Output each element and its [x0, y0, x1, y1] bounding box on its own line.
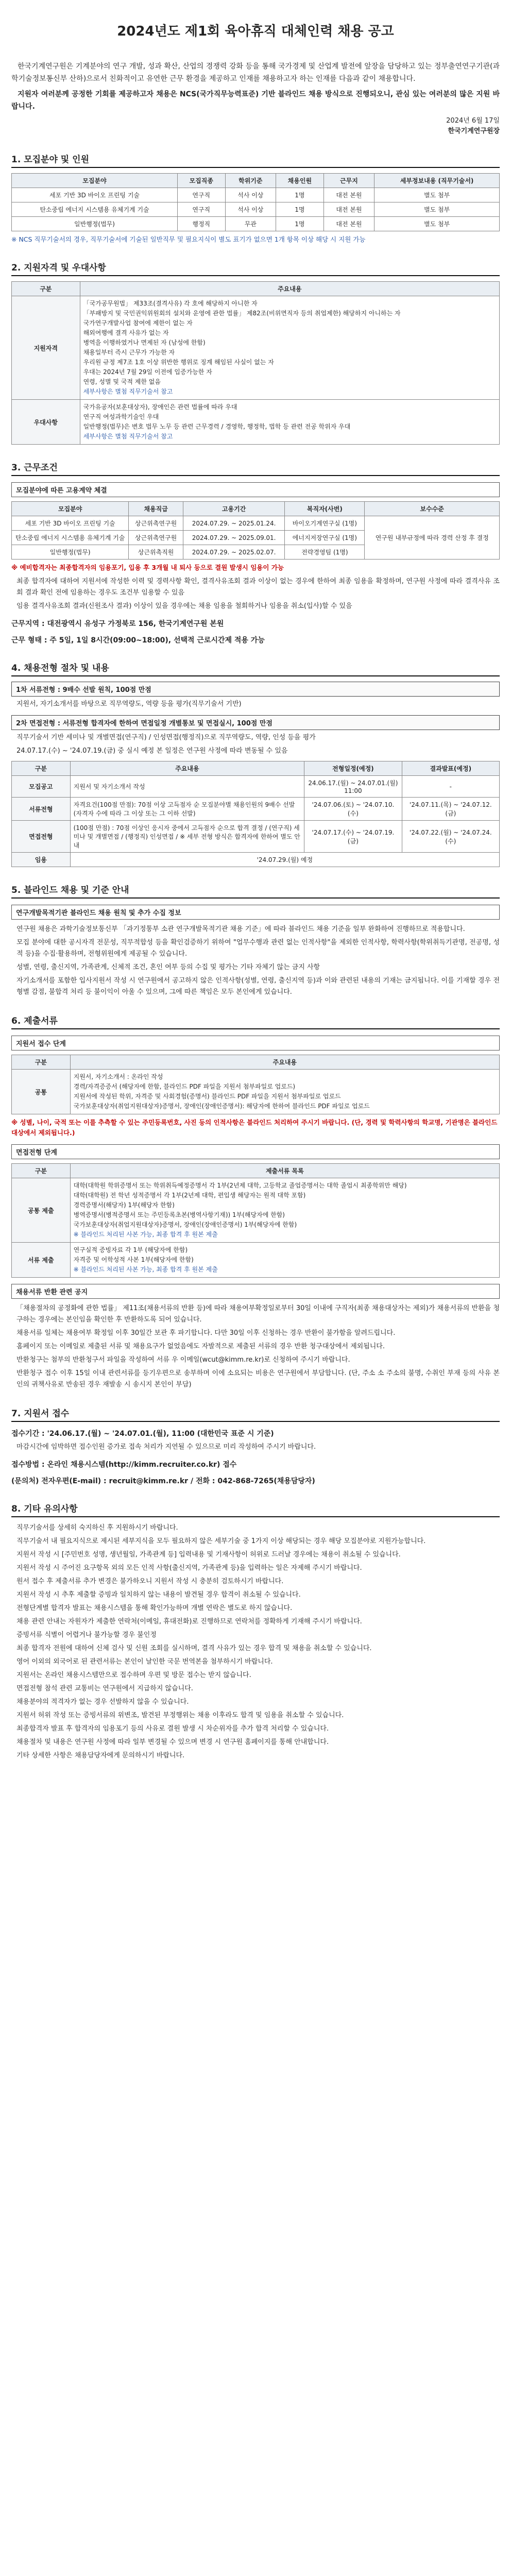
notice-item: 원서 접수 후 제출서류 추가 변경은 불가하오니 지원서 작성 시 충분히 검토하시기 바랍니다. — [16, 1578, 284, 1585]
step-note: 24.07.17.(수) ~ '24.07.19.(금) 중 실시 예정 본 일정은 연구원 사정에 따라 변동될 수 있음 — [16, 747, 288, 755]
list-item: 채용일부터 즉시 근무가 가능한 자 — [83, 349, 175, 356]
table-cell: 별도 첨부 — [374, 202, 500, 217]
work-time: 근무 형태 : 주 5일, 1일 8시간(09:00~18:00), 선택적 근로시간제 적용 가능 — [11, 636, 265, 645]
row-label: 면접전형 — [12, 821, 71, 853]
table-row — [12, 1178, 500, 1243]
intro-paragraph: 한국기계연구원은 기계분야의 연구 개발, 성과 확산, 산업의 경쟁력 강화 등을 통해 국가경제 및 산업계 발전에 앞장을 담당하고 있는 정부출연연구기관(과학기술정보통신부 산하)으로서 친화적이고 유연한 근무 환경을 제공하고 인재를 채용하고자 하는 인재를 다음과 같이 채용합니다. — [11, 62, 500, 83]
table-row — [12, 798, 500, 821]
schedule-table — [11, 761, 500, 867]
return-item: 채용서류 일체는 채용여부 확정일 이후 30일간 보관 후 파기합니다. 다만 30일 이후 신청하는 경우 반환이 불가함을 알려드립니다. — [16, 1329, 396, 1337]
list-item: 세부사항은 별첨 직무기술서 참고 — [83, 388, 173, 395]
notice-item: 기타 상세한 사항은 채용담당자에게 문의하시기 바랍니다. — [16, 1752, 185, 1759]
blind-item: 성별, 연령, 출신지역, 가족관계, 신체적 조건, 혼인 여부 등의 수집 및 평가는 기타 자체기 않는 금지 사항 — [16, 963, 320, 971]
contract-box: 모집분야에 따른 고용계약 체결 — [11, 482, 500, 497]
list-item: ※ 블라인드 처리된 사본 가능, 최종 합격 후 원본 제출 — [73, 1231, 218, 1238]
table-header: 모집분야 — [12, 174, 178, 188]
section-working-conditions — [11, 460, 500, 645]
table-header: 제출서류 목록 — [70, 1164, 499, 1178]
table-header: 채용직급 — [129, 502, 183, 516]
table-header: 채용인원 — [276, 174, 324, 188]
table-cell: 세포 기반 3D 바이오 프린팅 기술 — [12, 516, 129, 531]
application-note: 마감시간에 임박하면 접수인원 증가로 접속 처리가 지연될 수 있으므로 미리 작성하여 주시기 바랍니다. — [16, 1443, 316, 1451]
section-recruitment-fields — [11, 152, 500, 245]
notice-item: 지원서 허위 작성 또는 증빙서류의 위변조, 발견된 부정행위는 채용 이후라도 합격 및 임용을 취소할 수 있습니다. — [16, 1711, 344, 1719]
table-row — [12, 776, 500, 798]
notice-item: 지원서 작성 시 주어진 요구항목 외의 모든 인적 사항(출신지역, 가족관계 등)을 입력하는 일은 자제해 주시기 바랍니다. — [16, 1564, 362, 1572]
section-title: 1. 모집분야 및 인원 — [11, 152, 500, 168]
table-cell: 별도 첨부 — [374, 188, 500, 202]
list-item: ※ 블라인드 처리된 사본 가능, 최종 합격 후 원본 제출 — [73, 1266, 218, 1273]
table-row — [12, 821, 500, 853]
table-header: 주요내용 — [70, 1055, 499, 1070]
notice-item: 최종 합격자 전원에 대하여 신체 검사 및 신원 조회를 실시하며, 결격 사유가 있는 경우 합격 및 채용을 취소할 수 있습니다. — [16, 1645, 372, 1652]
table-cell: '24.07.22.(월) ~ '24.07.24.(수) — [402, 821, 499, 853]
notice-item: 채용분야의 적격자가 없는 경우 선발하지 않을 수 있습니다. — [16, 1698, 189, 1706]
section-title: 4. 채용전형 절차 및 내용 — [11, 660, 500, 676]
section-qualifications — [11, 260, 500, 445]
table-cell: 탄소중립 에너지 시스템용 유체기계 기술 — [12, 202, 178, 217]
documents-list — [70, 1070, 499, 1114]
table-row — [12, 400, 500, 445]
table-header: 구분 — [12, 282, 80, 296]
table-header: 주요내용 — [70, 761, 304, 776]
list-item: 경력증명서(해당자) 1부(해당자 한함) — [73, 1201, 175, 1209]
table-row — [12, 1243, 500, 1278]
table-header: 모집직종 — [177, 174, 225, 188]
table-cell: 2024.07.29. ~ 2025.01.24. — [183, 516, 284, 531]
qualifications-table — [11, 281, 500, 445]
table-row — [12, 853, 500, 867]
reserve-note: ※ 예비합격자는 최종합격자의 임용포기, 입용 후 3개월 내 퇴사 등으로 결원 발생시 임용이 가능 — [11, 564, 284, 571]
table-cell: 탄소중립 에너지 시스템용 유체기계 기술 — [12, 531, 129, 545]
table-header: 주요내용 — [80, 282, 499, 296]
table-cell: 상근위촉연구원 — [129, 531, 183, 545]
row-label: 모집공고 — [12, 776, 71, 798]
table-cell: 지원서 및 자기소개서 작성 — [70, 776, 304, 798]
list-item: 국가연구개발사업 참여에 제한이 없는 자 — [83, 319, 193, 327]
table-cell: 별도 첨부 — [374, 217, 500, 231]
return-item: 반환청구 접수 이후 15일 이내 관련서류를 등기우편으로 송부하며 이에 소요되는 비용은 연구원에서 부담합니다. (단, 주소 소 주소의 불명, 수취인 부재 등의 사유 본인의 귀책사유로 반송된 경우 재발송 시 송시지 본인이 부담) — [16, 1369, 500, 1388]
step-description: 직무기술서 기반 세미나 및 개별면접(연구직) / 인성면접(행정직)으로 직무역량도, 역량, 인성 등을 평가 — [16, 734, 316, 741]
fields-note: ※ NCS 직무기술서의 경우, 직무기술서에 기술된 일반직무 및 필요지식이 별도 표기가 없으면 1개 항목 이상 해당 시 지원 가능 — [11, 235, 366, 243]
list-item: 대학(대학원 학위증명서 또는 학위취득예정증명서 각 1부(2년제 대학, 고등학교 졸업증명서는 대학 졸업시 최종학위만 해당) — [73, 1182, 407, 1189]
table-header: 구분 — [12, 761, 71, 776]
table-cell: 무관 — [225, 217, 276, 231]
table-cell: 연구직 — [177, 202, 225, 217]
issuer: 한국기계연구원장 — [448, 127, 500, 135]
condition-item: 최종 합격자에 대하여 지원서에 작성한 이력 및 경력사항 확인, 결격사유조회 결과 이상이 없는 경우에 한하여 최종 임용을 확정하며, 연구원 사정에 따라 결격사유 조회 결과 확인 전에 임용하는 경우도 조건부 임용할 수 있음 — [16, 578, 500, 597]
table-header: 학위기준 — [225, 174, 276, 188]
notice-item: 지원서는 온라인 채용시스템만으로 접수하며 우편 및 방문 접수는 받지 않습니다. — [16, 1671, 251, 1679]
row-label: 임용 — [12, 853, 71, 867]
table-cell: 행정직 — [177, 217, 225, 231]
list-item: 연구실적 증빙자료 각 1부 (해당자에 한함) — [73, 1246, 188, 1253]
documents-list — [70, 1243, 499, 1278]
table-cell: 2024.07.29. ~ 2025.02.07. — [183, 545, 284, 560]
contact-info[interactable]: (문의처) 전자우편(E-mail) : recruit@kimm.re.kr / 전화 : 042-868-7265(채용담당자) — [11, 1477, 315, 1485]
section-blind-hiring — [11, 883, 500, 998]
list-item: 지원서, 자기소개서 : 온라인 작성 — [73, 1073, 163, 1080]
table-header: 세부정보내용 (직무기술서) — [374, 174, 500, 188]
list-item: 연구직 여성과학기술인 우대 — [83, 413, 159, 420]
list-item: 해외여행에 결격 사유가 없는 자 — [83, 329, 169, 336]
list-item: 「국가공무원법」 제33조(결격사유) 각 호에 해당하지 아니한 자 — [83, 300, 258, 307]
table-cell: 자격요건(100점 만점): 70점 이상 고득점자 순 모집분야별 채용인원의 9배수 선발(자격자 수에 따라 그 이상 또는 그 이하 선발) — [70, 798, 304, 821]
documents-step-application: 지원서 접수 단계 — [11, 1036, 500, 1050]
table-row — [12, 217, 500, 231]
list-item: 지원서에 작성된 학위, 자격증 및 사회경험(증명서) 블라인드 PDF 파일을 지원서 첨부파일로 업로드 — [73, 1093, 341, 1100]
table-cell: (100점 만점) : 70점 이상인 응시자 중에서 고득점자 순으로 합격 결정 / (연구직) 세미나 및 개별면접 / (행정직) 인성면접 / ※ 세부 전형 방식은 합격자에 한하여 별도 안내 — [70, 821, 304, 853]
condition-item: 임용 결격사유조회 결과(신원조사 결과) 이상이 있을 경우에는 채용 임용을 철회하거나 임용을 취소(입사)할 수 있음 — [16, 602, 352, 610]
list-item: 「부패방지 및 국민권익위원회의 설치와 운영에 관한 법률」 제82조(비위면직자 등의 취업제한) 해당하지 아니하는 자 — [83, 310, 401, 317]
table-cell: 2024.07.29. ~ 2025.09.01. — [183, 531, 284, 545]
table-cell: 24.06.17.(월) ~ 24.07.01.(월) 11:00 — [304, 776, 402, 798]
list-item: 병역증명서(병적증명서 또는 주민등록초본(병역사항기재)) 1부(해당자에 한함) — [73, 1211, 285, 1218]
section-application — [11, 1406, 500, 1486]
blind-item: 자기소개서를 포함한 입사지원서 작성 시 연구원에서 공고하지 않은 인적사항(성별, 연령, 출신지역 등)과 이와 관련된 내용의 기재는 금지됩니다. 이를 기재할 경우 전형별 감점, 불합격 처리 등 불이익이 아울 수 있으며, 그에 따른 책임은 모두 본인에게 있습니다. — [16, 977, 500, 996]
notice-item: 지원서 작성 시 [주민번호 성명, 생년월일, 가족관계 등] 입력내용 및 기재사항이 허위로 드러날 경우에는 채용이 취소될 수 있습니다. — [16, 1551, 401, 1558]
return-item: 「채용절차의 공정화에 관한 법률」 제11조(채용서류의 반환 등)에 따라 채용여부확정일로부터 30일 이내에 구직자(최종 채용대상자는 제외)가 채용서류의 반환을 청구하는 경우에는 본인임을 확인한 후 반환하도록 되어 있습니다. — [16, 1304, 500, 1324]
list-item: 병역을 이행하였거나 면제된 자 (남성에 한함) — [83, 339, 206, 346]
table-cell: 1명 — [276, 217, 324, 231]
qualification-list — [80, 296, 499, 400]
list-item: 연령, 성별 및 국적 제한 없음 — [83, 378, 161, 385]
section-title: 8. 기타 유의사항 — [11, 1501, 500, 1517]
work-place: 근무지역 : 대전광역시 유성구 가정북로 156, 한국기계연구원 본원 — [11, 620, 224, 628]
table-cell: 연구직 — [177, 188, 225, 202]
list-item: 대학(대학원) 전 학년 성적증명서 각 1부(2년제 대학, 편입생 해당자는 원적 대학 포함) — [73, 1192, 306, 1199]
row-label: 서류 제출 — [12, 1243, 71, 1278]
notice-item: 증빙서류 식별이 어렵거나 불가능할 경우 불인정 — [16, 1631, 157, 1639]
table-header: 복직자(사번) — [285, 502, 365, 516]
table-header: 보수수준 — [365, 502, 500, 516]
section-title: 5. 블라인드 채용 및 기준 안내 — [11, 883, 500, 899]
row-label: 지원자격 — [12, 296, 80, 400]
conditions-table — [11, 501, 500, 560]
notice-item: 직무기술서 내 필요지식으로 제시된 세부지식을 모두 필요하지 않은 세부기술 중 1가지 이상 해당되는 경우 해당 모집분야로 지원가능합니다. — [16, 1537, 426, 1545]
table-cell: 대전 본원 — [323, 202, 374, 217]
blind-item: 연구원 채용은 과학기술정보통신부 「과기정통부 소관 연구개발목적기관 채용 기준」에 따라 블라인드 채용 기준을 일부 완화하여 진행하므로 적용합니다. — [16, 925, 465, 933]
table-row — [12, 516, 500, 531]
table-cell: '24.07.29.(월) 예정 — [70, 853, 499, 867]
table-cell: 바이오기계연구실 (1명) — [285, 516, 365, 531]
table-cell: 1명 — [276, 188, 324, 202]
list-item: 우대는 2024년 7월 29일 이전에 입증가능한 자 — [83, 368, 212, 376]
table-cell: '24.07.06.(토) ~ '24.07.10.(수) — [304, 798, 402, 821]
table-header: 근무지 — [323, 174, 374, 188]
step-document-screening: 1차 서류전형 : 9배수 선발 원칙, 100점 만점 — [11, 682, 500, 697]
section-title: 3. 근무조건 — [11, 460, 500, 476]
table-cell: 연구원 내부규정에 따라 경력 산정 후 결정 — [365, 516, 500, 560]
row-label: 공통 — [12, 1070, 71, 1114]
table-row — [12, 202, 500, 217]
list-item: 국가보훈대상자(취업지원대상자)증명서, 장애인(장애인증명서) 1부(해당자에 한함) — [73, 1221, 297, 1228]
notice-item: 직무기술서를 상세히 숙지하신 후 지원하시기 바랍니다. — [16, 1524, 178, 1532]
page-title: 2024년도 제1회 육아휴직 대체인력 채용 공고 — [117, 24, 394, 39]
fields-table — [11, 173, 500, 231]
table-cell: 석사 이상 — [225, 188, 276, 202]
notice-item: 채용 관련 안내는 자원자가 제출한 연락처(이메일, 휴대전화)로 진행하므로 연락처를 정확하게 기재해 주시기 바랍니다. — [16, 1618, 362, 1625]
notice-item: 면접전형 참석 관련 교통비는 연구원에서 지급하지 않습니다. — [16, 1685, 193, 1692]
table-header: 전형일정(예정) — [304, 761, 402, 776]
table-cell: 대전 본원 — [323, 188, 374, 202]
application-method[interactable]: 접수방법 : 온라인 채용시스템(http://kimm.recruiter.co.kr) 접수 — [11, 1461, 237, 1469]
table-row — [12, 296, 500, 400]
notice-item: 최종합격자 발표 후 합격자의 임용포기 등의 사유로 결원 발생 시 차순위자를 추가 합격 처리할 수 있습니다. — [16, 1725, 329, 1733]
return-item: 홈페이지 또는 이메일로 제출된 서류 및 채용요구가 없었음에도 자발적으로 제출된 서류의 경우 반환 청구대상에서 제외됩니다. — [16, 1343, 385, 1350]
interview-documents-table — [11, 1163, 500, 1278]
application-period: 접수기간 : '24.06.17.(월) ~ '24.07.01.(월), 11:00 (대한민국 표준 시 기준) — [11, 1430, 274, 1438]
table-cell: '24.07.17.(수) ~ '24.07.19.(금) — [304, 821, 402, 853]
list-item: 세부사항은 별첨 직무기술서 참고 — [83, 433, 173, 440]
section-notes — [11, 1501, 500, 1761]
table-cell: 대전 본원 — [323, 217, 374, 231]
table-cell: 전략경영팀 (1명) — [285, 545, 365, 560]
table-header: 결과발표(예정) — [402, 761, 499, 776]
list-item: 자격증 및 어학성적 사본 1부(해당자에 한함) — [73, 1256, 194, 1263]
table-cell: 상근위촉연구원 — [129, 516, 183, 531]
table-cell: 석사 이상 — [225, 202, 276, 217]
documents-list — [70, 1178, 499, 1243]
list-item: 우리원 규정 제7조 1호 이상 위반한 행위로 징계 해임된 사실이 없는 자 — [83, 359, 274, 366]
preference-list — [80, 400, 499, 445]
return-item: 반환청구는 첨부의 반환청구서 파일을 작성하여 서류 우 이메일(wcut@kimm.re.kr)로 신청하여 주시기 바랍니다. — [16, 1356, 350, 1364]
section-documents — [11, 1013, 500, 1391]
notice-item: 영어 이외의 외국어로 된 관련서류는 본인이 날인한 국문 번역본을 첨부하시기 바랍니다. — [16, 1658, 273, 1666]
step-interview: 2차 면접전형 : 서류전형 합격자에 한하여 면접일정 개별통보 및 면접실시, 100점 만점 — [11, 715, 500, 730]
table-cell: 일반행정(법무) — [12, 545, 129, 560]
section-title: 6. 제출서류 — [11, 1013, 500, 1029]
row-label: 서류전형 — [12, 798, 71, 821]
table-header: 모집분야 — [12, 502, 129, 516]
list-item: 국가유공자(보훈대상자), 장애인은 관련 법률에 따라 우대 — [83, 403, 237, 411]
blind-item: 모집 분야에 대한 공시자격 전문성, 직무적합성 등을 확인검증하기 위하여 "업무수행과 관련 없는 인적사항"을 제외한 인적사항, 학력사항(학위취득기관명, 전공명, 성적 등)을 수집·활용하며, 전형위원에게 제공될 수 있습니다. — [16, 939, 500, 958]
notice-date: 2024년 6월 17일 — [446, 117, 500, 125]
list-item: 일반행정(법무)은 변호 법무 노무 등 관련 근무경력 / 경영학, 행정학, 법학 등 관련 전공 학위자 우대 — [83, 423, 351, 430]
table-cell: - — [402, 776, 499, 798]
table-row — [12, 188, 500, 202]
table-header: 고용기간 — [183, 502, 284, 516]
blind-box: 연구개발목적기관 블라인드 채용 원칙 및 추가 수집 정보 — [11, 905, 500, 920]
table-row — [12, 1070, 500, 1114]
step-description: 지원서, 자기소개서를 바탕으로 직무역량도, 역량 등을 평가(직무기술서 기반) — [16, 700, 242, 708]
section-title: 7. 지원서 접수 — [11, 1406, 500, 1422]
table-cell: 상근위촉직원 — [129, 545, 183, 560]
list-item: 국가보훈대상자(취업지원대상자)증명서, 장애인(장애인증명서): 해당자에 한하여 블라인드 PDF 파일로 업로드 — [73, 1103, 370, 1110]
section-title: 2. 지원자격 및 우대사항 — [11, 260, 500, 276]
table-cell: 1명 — [276, 202, 324, 217]
application-documents-table — [11, 1055, 500, 1114]
documents-return-notice: 채용서류 반환 관련 공지 — [11, 1284, 500, 1299]
table-cell: 일반행정(법무) — [12, 217, 178, 231]
table-cell: 에너지저장연구실 (1명) — [285, 531, 365, 545]
blind-documents-note: ※ 성별, 나이, 국적 또는 이를 추측할 수 있는 주민등록번호, 사진 등의 인적사항은 블라인드 처리하여 주시기 바랍니다. (단, 경력 및 학력사항의 학교명, 기관명은 블라인드 대상에서 제외됩니다.) — [11, 1118, 498, 1137]
documents-step-interview: 면접전형 단계 — [11, 1144, 500, 1159]
intro-paragraph: 지원자 여러분께 공정한 기회를 제공하고자 채용은 NCS(국가직무능력표준) 기반 블라인드 채용 방식으로 진행되오니, 관심 있는 여러분의 많은 지원 바랍니다. — [11, 90, 500, 111]
table-cell: '24.07.11.(목) ~ '24.07.12.(금) — [402, 798, 499, 821]
intro — [11, 60, 500, 113]
table-header: 구분 — [12, 1164, 71, 1178]
table-cell: 세포 기반 3D 바이오 프린팅 기술 — [12, 188, 178, 202]
section-selection-process — [11, 660, 500, 867]
table-header: 구분 — [12, 1055, 71, 1070]
notice-item: 채용절차 및 내용은 연구원 사정에 따라 일부 변경될 수 있으며 변경 시 연구원 홈페이지를 통해 안내합니다. — [16, 1738, 329, 1746]
row-label: 공통 제출 — [12, 1178, 71, 1243]
list-item: 경력/자격증증서 (해당자에 한함, 블라인드 PDF 파일을 지원서 첨부파일로 업로드) — [73, 1083, 296, 1090]
notice-item: 전형단계별 합격자 발표는 채용시스템을 통해 확인가능하며 개별 연락은 별도로 하지 않습니다. — [16, 1604, 293, 1612]
row-label: 우대사항 — [12, 400, 80, 445]
notice-item: 지원서 작성 시 추후 제출할 증빙과 일치하지 않는 내용이 발견될 경우 합격이 취소될 수 있습니다. — [16, 1591, 301, 1599]
